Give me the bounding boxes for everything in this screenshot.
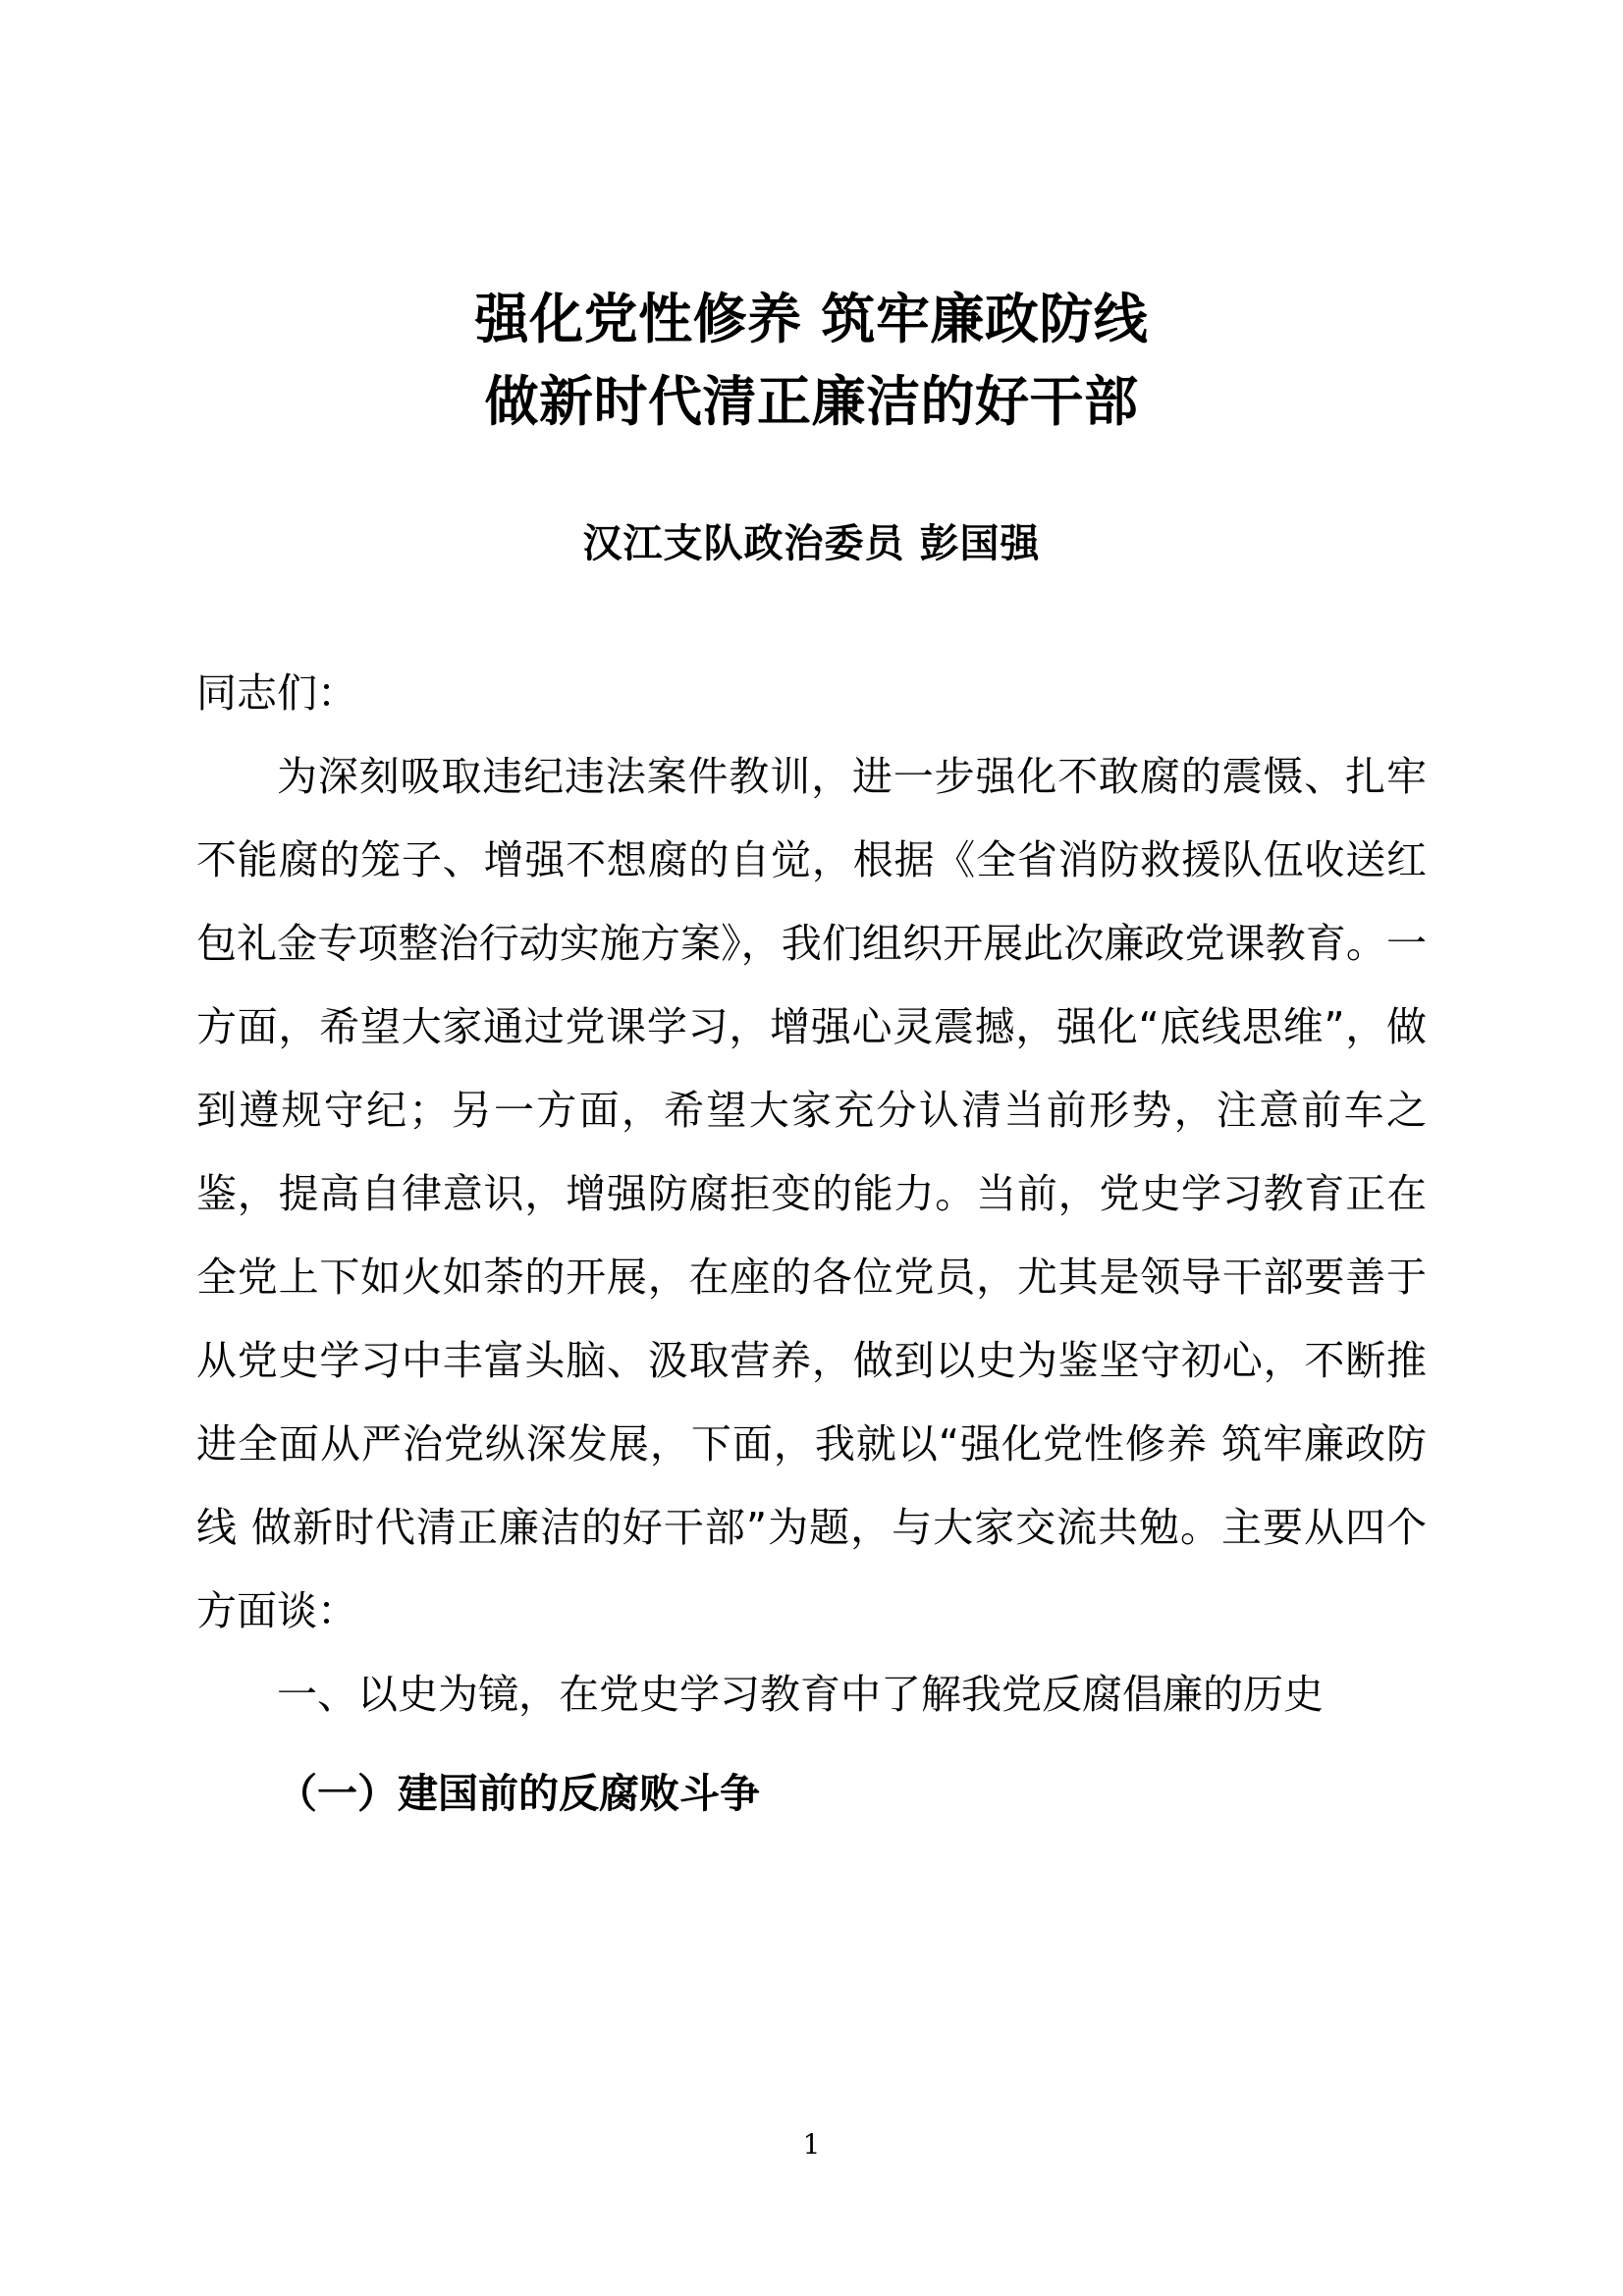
body-paragraph-1: 为深刻吸取违纪违法案件教训，进一步强化不敢腐的震慑、扎牢不能腐的笼子、增强不想腐的自觉，根据《全省消防救援队伍收送红包礼金专项整治行动实施方案》，我们组织开展此次廉政党课教育。一方面，希望大家通过党课学习，增强心灵震撼，强化“底线思维”，做到遵规守纪；另一方面，希望大家充分认清当前形势，注意前车之鉴，提高自律意识，增强防腐拒变的能力。当前，党史学习教育正在全党上下如火如荼的开展，在座的各位党员，尤其是领导干部要善于从党史学习中丰富头脑、汲取营养，做到以史为鉴坚守初心，不断推进全面从严治党纵深发展，下面，我就以“强化党性修养 筑牢廉政防线 做新时代清正廉洁的好干部”为题，与大家交流共勉。主要从四个方面谈： (196, 753, 1427, 1634)
paragraph-spacer (196, 1736, 1427, 1752)
page-number-footer: 1 (802, 2128, 821, 2161)
section-heading-1: 一、以史为镜，在党史学习教育中了解我党反腐倡廉的历史 (277, 1671, 1324, 1718)
page-title (196, 0, 1427, 443)
title-line-1: 强化党性修养 筑牢廉政防线 (474, 288, 1149, 350)
title-line-2: 做新时代清正廉洁的好干部 (484, 370, 1139, 433)
document-body (196, 571, 1427, 1836)
salutation: 同志们： (196, 669, 357, 717)
document-content (196, 0, 1427, 2296)
sub-heading-1: （一）建国前的反腐败斗争 (277, 1770, 760, 1817)
author-byline: 汉江支队政治委员 彭国强 (582, 521, 1041, 566)
